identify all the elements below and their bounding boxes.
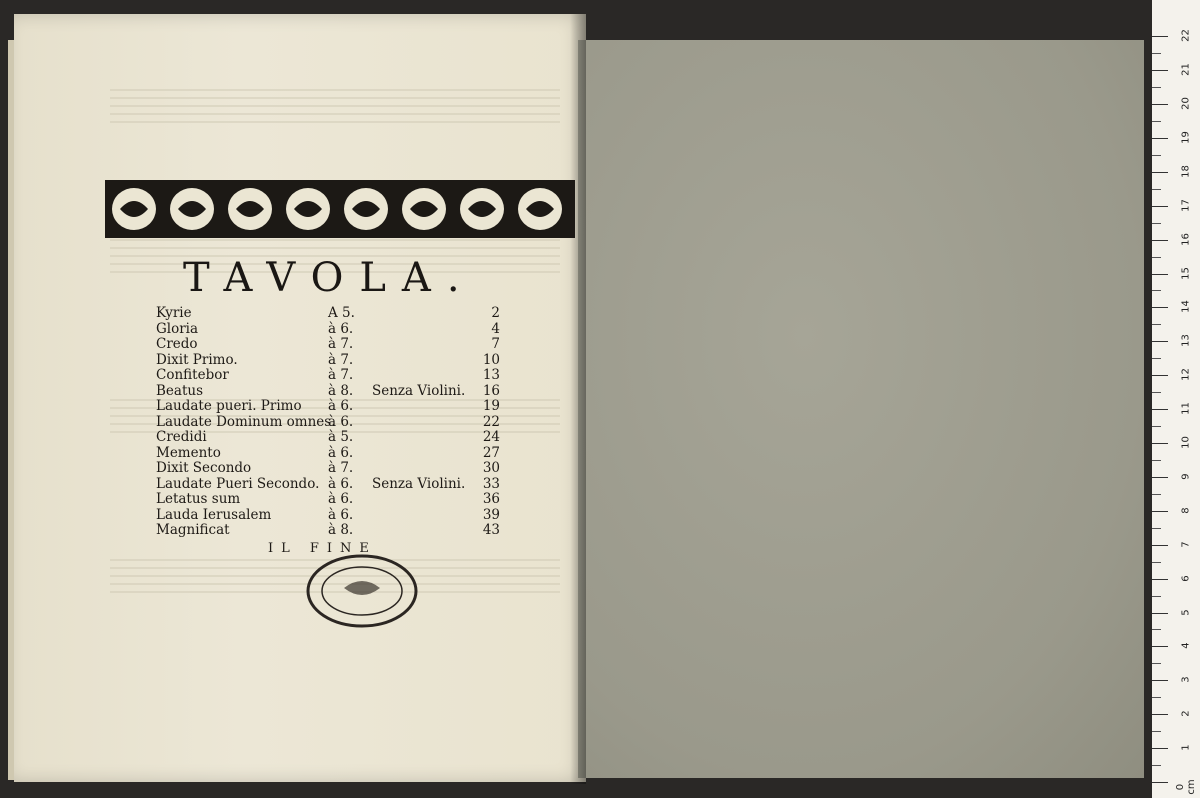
ruler-number: 18 [1180,164,1192,178]
ruler-tick [1152,714,1168,715]
ruler-number: 10 [1180,436,1192,449]
toc-entry [150,492,500,508]
ruler-number: 2 [1180,710,1192,717]
ruler-half-tick [1152,358,1161,359]
ruler-number: 17 [1180,198,1192,212]
toc-entry-voices: à 6. [328,398,354,414]
ruler-number: 15 [1180,266,1192,280]
toc-entry-title: Letatus sum [156,491,241,507]
ruler-tick [1152,375,1168,376]
ruler-tick [1152,104,1168,105]
ruler-number: 14 [1180,300,1192,314]
toc-entry-title: Memento [156,444,221,461]
ruler-number: 22 [1180,29,1192,43]
toc-entry-voices: A 5. [328,305,355,321]
ruler-number: 4 [1180,642,1192,650]
toc-entry [150,337,500,353]
ruler-half-tick [1152,562,1161,563]
ruler-half-tick [1152,731,1161,732]
toc-entry-voices: à 6. [328,491,354,507]
ruler-tick [1152,579,1168,580]
toc-entry [150,477,500,493]
ruler-tick [1152,477,1168,478]
ruler-half-tick [1152,460,1161,461]
ruler-number: 13 [1180,334,1192,348]
ruler-half-tick [1152,663,1161,664]
ruler-half-tick [1152,223,1161,224]
toc-entry [150,306,500,322]
ruler-half-tick [1152,629,1161,630]
toc-entry-page: 16 [482,382,500,399]
toc-entry [150,508,500,524]
ruler-number: 6 [1180,574,1192,582]
ruler-tick [1152,274,1168,275]
ruler-number: 9 [1180,473,1192,480]
toc-entry-page: 27 [482,444,500,461]
ruler-number: 7 [1180,541,1192,548]
toc-entry-page: 10 [482,351,500,368]
ruler-number: 3 [1180,676,1192,683]
toc-entry-title: Gloria [156,320,199,337]
toc-entry-page: 39 [482,506,500,523]
ruler-half-tick [1152,494,1161,495]
toc-entry-page: 24 [482,429,500,445]
ruler-unit-label: 0 cm [1175,779,1197,795]
toc-entry-voices: à 6. [328,320,354,337]
ruler-number: 5 [1180,608,1192,616]
page-title [183,255,476,301]
toc-entry-page: 19 [482,398,500,414]
toc-entry-voices: à 7. [328,336,354,352]
toc-entry-page: 2 [491,305,500,321]
toc-entry-voices: à 6. [328,413,354,430]
ruler-half-tick [1152,121,1161,122]
toc-entry-title: Laudate Pueri Secondo. [156,475,320,492]
toc-entry-page: 4 [491,320,500,337]
ruler-number: 12 [1180,368,1192,382]
toc-entry-voices: à 6. [328,444,354,461]
toc-entry [150,430,500,446]
colophon-il-fine: IL FINE [268,541,377,556]
toc-entry-voices: à 8. [328,382,354,399]
toc-entry-page: 22 [482,413,500,430]
ruler-number: 20 [1180,97,1192,110]
ruler-number: 16 [1180,232,1192,246]
title-stop: . [446,255,476,301]
toc-entry [150,415,500,431]
ruler-tick [1152,545,1168,546]
ruler-half-tick [1152,697,1161,698]
toc-entry-title: Lauda Ierusalem [156,506,272,523]
toc-entry [150,461,500,477]
ruler-tick [1152,511,1168,512]
toc-entry [150,523,500,539]
ruler-number: 1 [1180,744,1192,751]
ruler-half-tick [1152,596,1161,597]
ruler-tick [1152,36,1168,37]
ornamental-headpiece [105,180,575,238]
toc-entry [150,384,500,400]
toc-entry-voices: à 7. [328,460,354,476]
ruler-tick [1152,341,1168,342]
toc-entry-title: Kyrie [156,305,192,321]
ruler-tick [1152,70,1168,71]
toc-entry-title: Dixit Secondo [156,460,252,476]
ruler-number: 8 [1180,507,1192,514]
ruler-half-tick [1152,257,1161,258]
toc-entry-voices: à 5. [328,429,354,445]
toc-entry-voices: à 8. [328,522,354,538]
right-endpaper [578,40,1144,778]
ruler-tick [1152,782,1168,783]
toc-entry-page: 43 [482,522,500,538]
toc-entry [150,322,500,338]
ruler-half-tick [1152,290,1161,291]
toc-entry-page: 13 [482,367,500,383]
ruler-tick [1152,307,1168,308]
ruler-half-tick [1152,765,1161,766]
ruler-number: 11 [1180,402,1192,415]
toc-entry-title: Magnificat [156,522,230,538]
ruler-half-tick [1152,189,1161,190]
toc-entry-note: Senza Violini. [372,382,466,399]
ruler-tick [1152,409,1168,410]
toc-entry-page: 33 [482,475,500,492]
toc-entry-page: 36 [482,491,500,507]
toc-entry-page: 7 [491,336,500,352]
toc-entry [150,368,500,384]
toc-entry-voices: à 6. [328,506,354,523]
toc-entry-title: Confitebor [156,367,229,383]
ruler-tick [1152,646,1168,647]
ruler-tick [1152,680,1168,681]
toc-entry-title: Dixit Primo. [156,351,238,368]
book-gutter [570,14,586,784]
library-stamp [304,552,420,630]
ruler-tick [1152,138,1168,139]
ruler-half-tick [1152,53,1161,54]
ruler-half-tick [1152,392,1161,393]
ruler-half-tick [1152,324,1161,325]
toc-entry-title: Credo [156,336,198,352]
ruler-half-tick [1152,528,1161,529]
ruler-half-tick [1152,426,1161,427]
toc-entry-voices: à 7. [328,367,354,383]
ruler-tick [1152,443,1168,444]
toc-entry [150,446,500,462]
ruler-tick [1152,613,1168,614]
toc-entry-voices: à 6. [328,475,354,492]
ruler-tick [1152,206,1168,207]
toc-entry-page: 30 [482,460,500,476]
ruler-number: 19 [1180,131,1192,144]
ruler-tick [1152,240,1168,241]
ruler-tick [1152,748,1168,749]
toc-entry [150,353,500,369]
toc-entry-title: Credidi [156,429,207,445]
title-text: TAVOLA [183,255,447,301]
toc-entry [150,399,500,415]
table-of-contents [150,306,500,539]
ruler-number: 21 [1180,63,1192,76]
ruler-tick [1152,172,1168,173]
measurement-ruler [1152,0,1200,798]
toc-entry-note: Senza Violini. [372,475,466,492]
ruler-half-tick [1152,87,1161,88]
toc-entry-title: Laudate pueri. Primo [156,398,302,414]
toc-entry-voices: à 7. [328,351,354,368]
toc-entry-title: Laudate Dominum omnes. [156,413,336,430]
toc-entry-title: Beatus [156,382,204,399]
ruler-half-tick [1152,155,1161,156]
